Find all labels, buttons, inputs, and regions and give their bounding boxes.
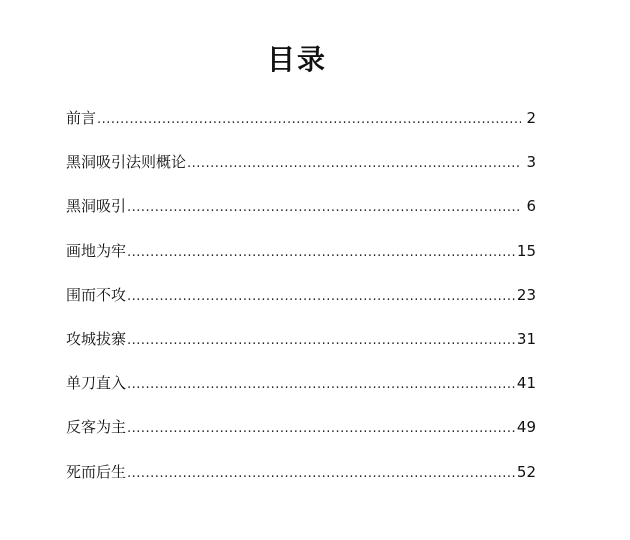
toc-title: 目录 bbox=[266, 43, 327, 76]
toc-leader-dots bbox=[127, 241, 516, 265]
toc-entry-label: 死而后生 bbox=[66, 462, 127, 481]
toc-entry bbox=[66, 415, 536, 459]
toc-leader-dots bbox=[97, 108, 521, 132]
toc-leader-dots bbox=[127, 417, 516, 441]
toc-leader-dots bbox=[127, 196, 521, 220]
toc-entry-page: 2 bbox=[526, 109, 536, 127]
toc-entry-label: 画地为牢 bbox=[66, 241, 127, 260]
toc-entry-label: 单刀直入 bbox=[66, 374, 127, 393]
toc-list bbox=[66, 106, 536, 504]
toc-entry bbox=[66, 460, 536, 504]
toc-entry bbox=[66, 239, 536, 283]
toc-entry-label: 黑洞吸引法则概论 bbox=[66, 153, 187, 172]
toc-entry bbox=[66, 283, 536, 327]
toc-entry-page: 41 bbox=[516, 374, 536, 393]
toc-leader-dots bbox=[127, 373, 516, 397]
toc-entry-label: 前言 bbox=[66, 109, 97, 127]
toc-entry-label: 围而不攻 bbox=[66, 285, 127, 304]
toc-entry bbox=[66, 150, 536, 194]
toc-entry-page: 6 bbox=[526, 197, 536, 216]
toc-entry bbox=[66, 194, 536, 238]
toc-entry-page: 52 bbox=[516, 462, 536, 481]
toc-entry-page: 31 bbox=[516, 329, 536, 348]
toc-leader-dots bbox=[187, 152, 521, 176]
toc-leader-dots bbox=[127, 329, 516, 353]
toc-entry-label: 攻城拔寨 bbox=[66, 329, 127, 348]
toc-entry-page: 15 bbox=[516, 241, 536, 260]
toc-leader-dots bbox=[127, 462, 516, 486]
toc-entry-page: 49 bbox=[516, 418, 536, 437]
toc-entry-label: 黑洞吸引 bbox=[66, 197, 127, 216]
toc-entry bbox=[66, 371, 536, 415]
toc-entry-page: 23 bbox=[516, 285, 536, 304]
toc-entry-page: 3 bbox=[526, 153, 536, 172]
toc-entry bbox=[66, 327, 536, 371]
toc-leader-dots bbox=[127, 285, 516, 309]
toc-entry-label: 反客为主 bbox=[66, 418, 127, 437]
toc-entry bbox=[66, 106, 536, 150]
